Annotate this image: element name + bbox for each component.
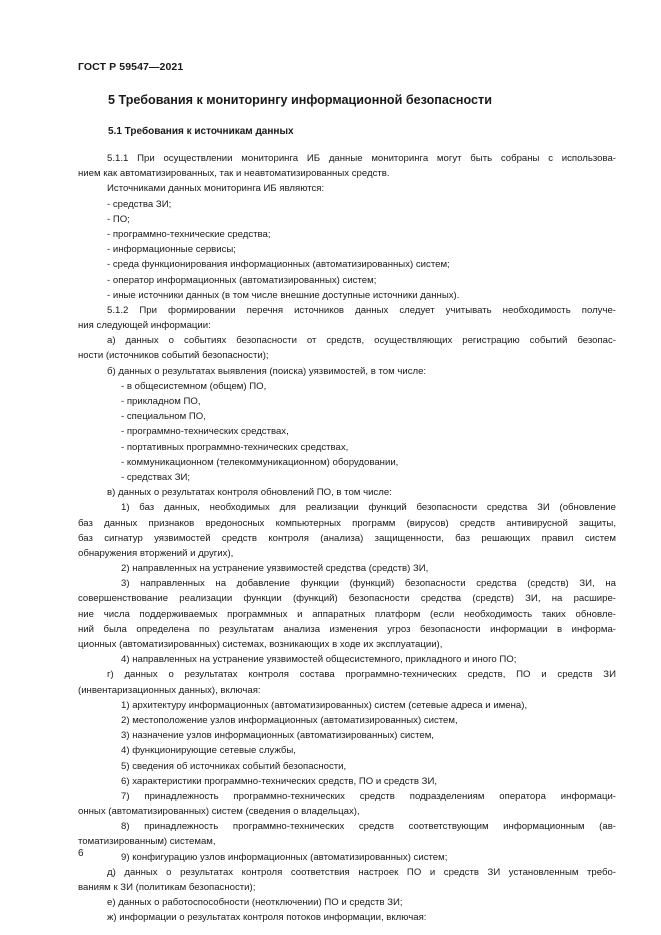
list-item: б) данных о результатах выявления (поиска) уязвимостей, в том числе: — [107, 365, 427, 377]
list-item: 8) принадлежность программно-технических средств соответствующим информационным (ав- — [121, 821, 616, 833]
text-line: томатизированным) системам, — [78, 836, 216, 848]
list-item: - иные источники данных (в том числе внешние доступные источники данных). — [107, 289, 460, 301]
list-item: 6) характеристики программно-технических средств, ПО и средств ЗИ, — [121, 775, 438, 787]
list-item: 3) направленных на добавление функции (функций) безопасности средства (средств) ЗИ, на — [121, 578, 616, 590]
text-line: (инвентаризационных данных), включая: — [78, 684, 261, 696]
list-item: 7) принадлежность программно-технических средств подразделениям оператора информаци- — [121, 790, 616, 802]
list-item: - средства ЗИ; — [107, 198, 172, 210]
list-item: 1) архитектуру информационных (автоматизированных) систем (сетевые адреса и имена), — [121, 699, 528, 711]
text-line: 5.1.2 При формировании перечня источников данных следует учитывать необходимость получе- — [107, 304, 616, 316]
text-line: ности (источников событий безопасности); — [78, 350, 269, 362]
text-line: баз данных признаков вредоносных компьютерных программ (вирусов) средств антивирусной защиты, — [78, 517, 616, 529]
list-item: 3) назначение узлов информационных (автоматизированных) систем, — [121, 730, 434, 742]
body-text — [78, 151, 616, 926]
list-item: - портативных программно-технических средствах, — [121, 441, 349, 453]
text-line: ние числа поддерживаемых программных и аппаратных платформ (если необходимость таких обновле- — [78, 608, 616, 620]
list-item: 2) направленных на устранение уязвимостей средства (средств) ЗИ, — [121, 563, 429, 575]
list-item: - ПО; — [107, 213, 130, 225]
list-item: - среда функционирования информационных (автоматизированных) систем; — [107, 259, 450, 271]
text-line: ний была определена по результатам анализа изменения угроз безопасности информации в информа- — [78, 623, 616, 635]
list-item: - средствах ЗИ; — [121, 471, 191, 483]
text-line: ционных (автоматизированных) системах, возникающих в ходе их эксплуатации), — [78, 639, 443, 650]
list-item: 9) конфигурацию узлов информационных (автоматизированных) систем; — [121, 851, 448, 863]
list-item: - информационные сервисы; — [107, 244, 236, 256]
list-item: е) данных о работоспособности (неотключении) ПО и средств ЗИ; — [107, 897, 403, 909]
text-line: 5.1.1 При осуществлении мониторинга ИБ данные мониторинга могут быть собраны с использова- — [107, 153, 616, 164]
list-item: - прикладном ПО, — [121, 396, 201, 407]
list-item: а) данных о событиях безопасности от средств, осуществляющих регистрацию событий безопас- — [107, 335, 616, 347]
page-number: 6 — [78, 848, 84, 859]
list-item: - в общесистемном (общем) ПО, — [121, 380, 267, 392]
list-item: 1) баз данных, необходимых для реализации функций безопасности средства ЗИ (обновление — [121, 502, 616, 514]
list-item: г) данных о результатах контроля состава программно-технических средств, ПО и средств ЗИ — [107, 669, 616, 681]
text-line: ния следующей информации: — [78, 320, 211, 332]
list-item: - оператор информационных (автоматизированных) систем; — [107, 274, 377, 286]
list-item: ж) информации о результатах контроля потоков информации, включая: — [107, 912, 427, 924]
text-line: Источниками данных мониторинга ИБ являются: — [107, 183, 325, 195]
text-line: онных (автоматизированных) систем (сведения о владельцах), — [78, 806, 360, 818]
text-line: совершенствование реализации функции (функций) безопасности средства (средств) ЗИ, на расшире- — [78, 593, 616, 605]
text-line: обнаружения вторжений и других), — [78, 547, 234, 559]
list-item: 4) функционирующие сетевые службы, — [121, 745, 296, 757]
list-item: 2) местоположение узлов информационных (автоматизированных) систем, — [121, 714, 458, 726]
list-item: - программно-технические средства; — [107, 228, 271, 240]
list-item: 4) направленных на устранение уязвимостей общесистемного, прикладного и иного ПО; — [121, 654, 517, 666]
document-code-header: ГОСТ Р 59547—2021 — [78, 61, 184, 73]
list-item: д) данных о результатах контроля соответствия настроек ПО и средств ЗИ установленным требо- — [107, 866, 616, 878]
text-line: нием как автоматизированных, так и неавтоматизированных средств. — [78, 168, 390, 180]
list-item: - специальном ПО, — [121, 411, 206, 423]
list-item: - программно-технических средствах, — [121, 426, 289, 438]
list-item: в) данных о результатах контроля обновлений ПО, в том числе: — [107, 487, 392, 499]
text-line: баз сигнатур уязвимостей средств контроля (анализа) защищенности, баз решающих правил систем — [78, 532, 616, 544]
subsection-title: 5.1 Требования к источникам данных — [108, 126, 294, 137]
list-item: 5) сведения об источниках событий безопасности, — [121, 760, 347, 772]
list-item: - коммуникационном (телекоммуникационном) оборудовании, — [121, 456, 399, 468]
section-title: 5 Требования к мониторингу информационной безопасности — [108, 93, 492, 107]
text-line: ваниям к ЗИ (политикам безопасности); — [78, 882, 256, 893]
